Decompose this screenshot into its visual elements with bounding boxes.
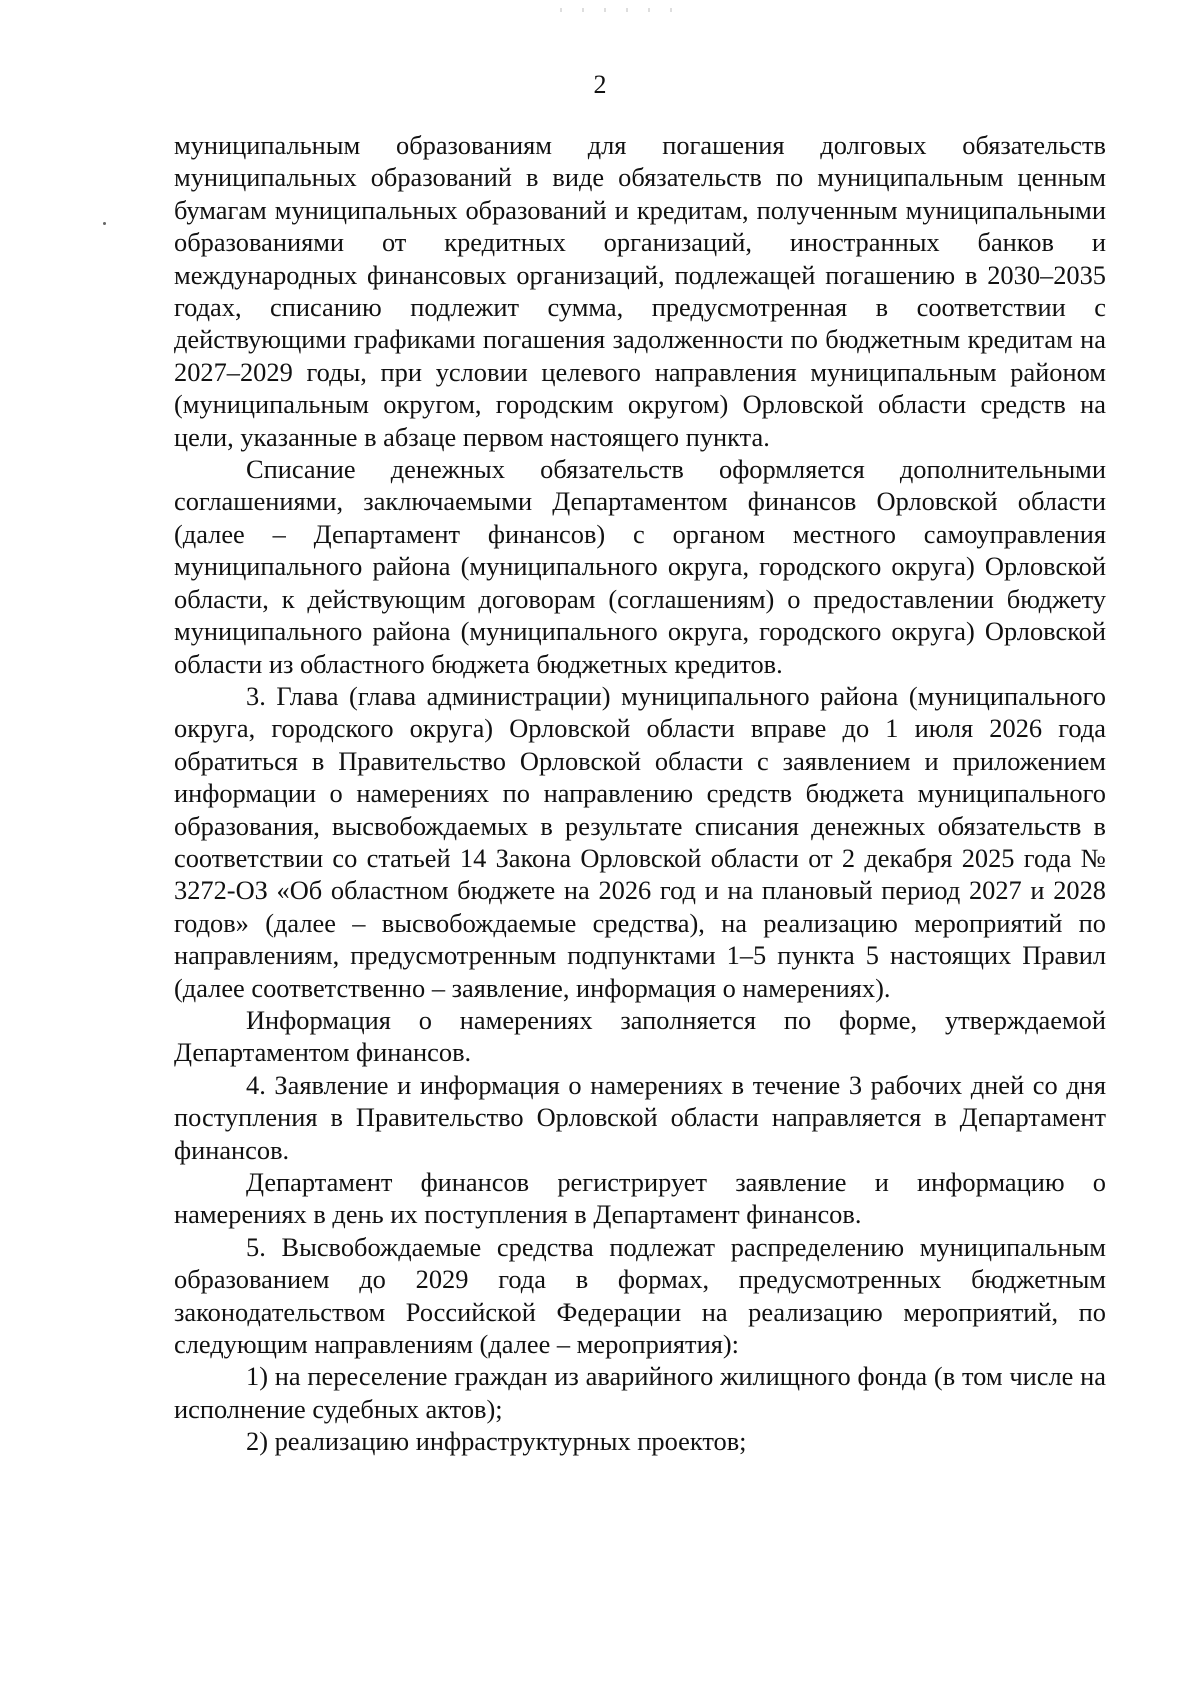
paragraph-registration: Департамент финансов регистрирует заявление и информацию о намерениях в день их поступления в Департамент финансов. (174, 1167, 1106, 1230)
paragraph-continuation: муниципальным образованиям для погашения долговых обязательств муниципальных образований в виде обязательств по муниципальным ценным бумагам муниципальных образований и кредитам, полученным муниципальными образованиями от кредитных организаций, иностранных банков и международных финансовых организаций, подлежащей погашению в 2030–2035 годах, списанию подлежит сумма, предусмотренная в соответствии с действующими графиками погашения задолженности по бюджетным кредитам на 2027–2029 годы, при условии целевого направления муниципальным районом (муниципальным округом, городским округом) Орловской области средств на цели, указанные в абзаце первом настоящего пункта. (174, 130, 1106, 452)
scan-dot (103, 222, 106, 225)
paragraph-write-off: Списание денежных обязательств оформляется дополнительными соглашениями, заключаемыми Департаментом финансов Орловской области (далее – Департамент финансов) с органом местного самоуправления муниципального района (муниципального округа, городского округа) Орловской области, к действующим договорам (соглашениям) о предоставлении бюджету муниципального района (муниципального округа, городского округа) Орловской области из областного бюджета бюджетных кредитов. (174, 454, 1106, 679)
document-body (174, 129, 1106, 1458)
list-item-2: 2) реализацию инфраструктурных проектов; (246, 1426, 747, 1457)
paragraph-item-3: 3. Глава (глава администрации) муниципального района (муниципального округа, городского округа) Орловской области вправе до 1 июля 2026 года обратиться в Правительство Орловской области с заявлением и приложением информации о намерениях по направлению средств бюджета муниципального образования, высвобождаемых в результате списания денежных обязательств в соответствии со статьей 14 Закона Орловской области от 2 декабря 2025 года № 3272-ОЗ «Об областном бюджете на 2026 год и на плановый период 2027 и 2028 годов» (далее – высвобождаемые средства), на реализацию мероприятий по направлениям, предусмотренным подпунктами 1–5 пункта 5 настоящих Правил (далее соответственно – заявление, информация о намерениях). (174, 680, 1106, 1003)
paragraph-item-5: 5. Высвобождаемые средства подлежат распределению муниципальным образованием до 2029 года в формах, предусмотренных бюджетным законодательством Российской Федерации на реализацию мероприятий, по следующим направлениям (далее – мероприятия): (174, 1231, 1106, 1360)
list-item-1: 1) на переселение граждан из аварийного жилищного фонда (в том числе на исполнение судебных актов); (174, 1361, 1106, 1424)
page-number: 2 (593, 70, 607, 99)
paragraph-intent-form: Информация о намерениях заполняется по форме, утверждаемой Департаментом финансов. (174, 1004, 1106, 1068)
paragraph-item-4: 4. Заявление и информация о намерениях в течение 3 рабочих дней со дня поступления в Правительство Орловской области направляется в Департамент финансов. (174, 1069, 1106, 1165)
scan-artifact (560, 8, 680, 12)
